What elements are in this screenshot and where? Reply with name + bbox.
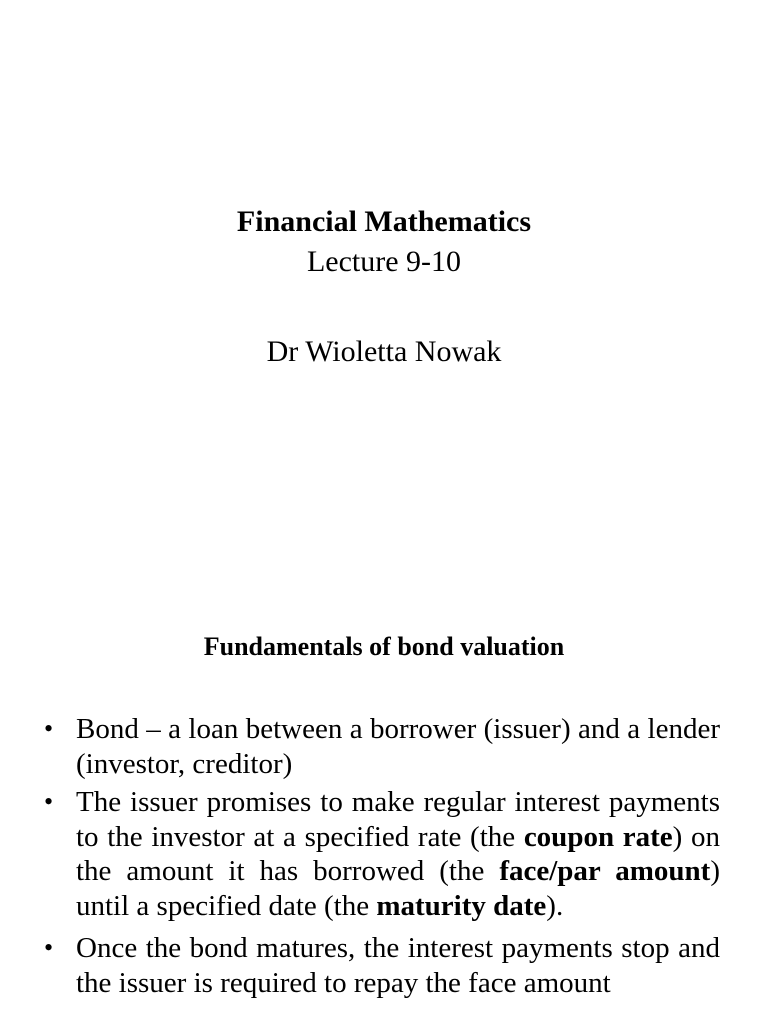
term-coupon-rate: coupon rate	[523, 820, 673, 853]
bullet-text: ) until a specified date (the	[76, 855, 720, 922]
bullet-text: Bond – a loan between a borrower (issuer) and a lender (investor, creditor)	[76, 713, 720, 780]
bullet-text: Once the bond matures, the interest payments stop and the issuer is required to repay the face amount	[76, 932, 720, 999]
bullet-text: ).	[546, 889, 564, 922]
author-name: Dr Wioletta Nowak	[266, 335, 502, 368]
bullet-icon: •	[44, 933, 54, 962]
bullet-item-issuer-promise	[44, 785, 720, 923]
bullet-text: The issuer promises to make regular interest payments to the investor at a specified rate (the	[76, 786, 720, 853]
bullet-icon: •	[44, 714, 54, 743]
title-block	[0, 202, 768, 372]
bullet-text: ) on the amount it has borrowed (the	[76, 820, 720, 887]
bullet-list	[0, 712, 768, 1000]
lecture-number: Lecture 9-10	[306, 245, 462, 278]
bullet-icon: •	[44, 787, 54, 816]
bullet-item-bond-maturity	[44, 931, 720, 1000]
term-face-par-amount: face/par amount	[499, 855, 711, 887]
term-maturity-date: maturity date	[376, 889, 547, 922]
slide-heading: Fundamentals of bond valuation	[203, 632, 565, 661]
bullet-item-bond-definition	[44, 712, 720, 781]
course-title: Financial Mathematics	[236, 205, 532, 238]
